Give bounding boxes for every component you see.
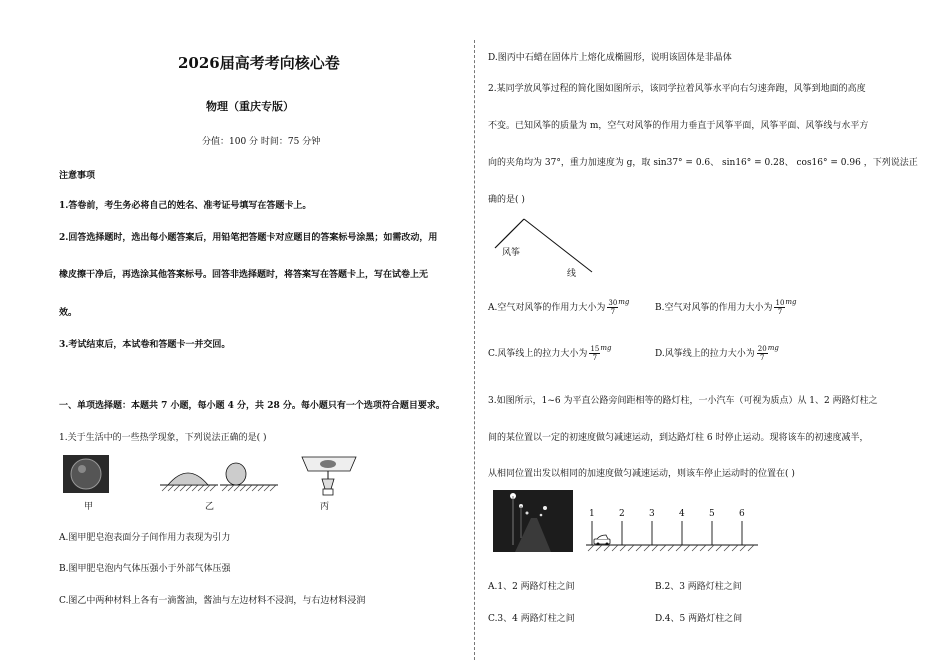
notice-heading: 注意事项 xyxy=(59,171,96,181)
score-time: 分值：100 分 时间：75 分钟 xyxy=(202,137,321,147)
post-label-6: 6 xyxy=(739,509,745,519)
fraction xyxy=(774,299,785,316)
separator: 、 xyxy=(784,158,794,168)
question-1-option-a[interactable]: A.图甲肥皂泡表面分子间作用力表现为引力 xyxy=(59,533,231,543)
option-text: D.风筝线上的拉力大小为 xyxy=(655,349,755,359)
sin16-formula: sin16° = 0.28 xyxy=(722,158,785,168)
column-divider xyxy=(474,40,475,660)
unit: mg xyxy=(618,298,630,306)
question-1-option-b[interactable]: B.图甲肥皂泡内气体压强小于外部气体压强 xyxy=(59,564,231,574)
question-3-line: 间的某位置以一定的初速度做匀减速运动，到达路灯柱 6 时停止运动。现将该车的初速度减半， xyxy=(488,433,869,443)
unit: mg xyxy=(767,344,779,352)
notice-item: 效。 xyxy=(59,308,78,318)
notice-item: 3.考试结束后，本试卷和答题卡一并交回。 xyxy=(59,340,231,350)
fraction-numerator: 20 xyxy=(757,345,767,353)
question-2-line xyxy=(488,155,918,168)
kite-plane xyxy=(495,219,524,248)
question-3-option-b[interactable]: B.2、3 两路灯柱之间 xyxy=(655,582,742,592)
question-1-option-c[interactable]: C.图乙中两种材料上各有一滴酱油，酱油与左边材料不浸润，与右边材料浸润 xyxy=(59,596,366,606)
cos16-formula: cos16° = 0.96 xyxy=(796,158,861,168)
question-3-option-a[interactable]: A.1、2 两路灯柱之间 xyxy=(488,582,575,592)
question-1-figures xyxy=(60,455,400,515)
kite-label: 风筝 xyxy=(502,248,521,258)
fraction-denominator: 7 xyxy=(777,308,783,316)
question-2-line: 不变。已知风筝的质量为 m，空气对风筝的作用力垂直于风筝平面，风筝平面、风筝线与水平方 xyxy=(488,121,869,131)
question-3-line: 3.如图所示，1~6 为平直公路旁间距相等的路灯柱，一小汽车（可视为质点）从 1、2 两路灯柱之 xyxy=(488,396,878,406)
car-icon xyxy=(594,535,610,546)
notice-item: 橡皮擦干净后，再选涂其他答案标号。回答非选择题时，将答案写在答题卡上，写在试卷上无 xyxy=(59,270,429,280)
separator: 、 xyxy=(710,158,720,168)
post-label-1: 1 xyxy=(589,509,595,519)
exam-title: 2026届高考考向核心卷 xyxy=(178,54,340,72)
string-label: 线 xyxy=(567,269,577,279)
sin37-formula: sin37° = 0.6 xyxy=(653,158,711,168)
question-2-line-text: ，下列说法正 xyxy=(863,158,918,168)
post-label-3: 3 xyxy=(649,509,655,519)
question-2-option-b[interactable] xyxy=(655,298,797,316)
fraction-numerator: 30 xyxy=(608,299,618,307)
option-text: A.空气对风筝的作用力大小为 xyxy=(488,303,606,313)
post-label-2: 2 xyxy=(619,509,625,519)
exam-subtitle: 物理（重庆专版） xyxy=(206,100,294,113)
fraction-numerator: 10 xyxy=(775,299,785,307)
fraction xyxy=(589,345,600,362)
fraction-denominator: 7 xyxy=(759,354,765,362)
question-2-line: 确的是( ) xyxy=(488,195,525,205)
notice-item: 1.答卷前，考生务必将自己的姓名、准考证号填写在答题卡上。 xyxy=(59,201,312,211)
question-1-option-d[interactable]: D.图丙中石蜡在固体片上熔化成椭圆形，说明该固体是非晶体 xyxy=(488,53,732,63)
question-2-option-d[interactable] xyxy=(655,344,779,362)
post-label-5: 5 xyxy=(709,509,715,519)
unit: mg xyxy=(785,298,797,306)
option-text: B.空气对风筝的作用力大小为 xyxy=(655,303,773,313)
fraction-denominator: 7 xyxy=(592,354,598,362)
question-2-option-c[interactable] xyxy=(488,344,611,362)
question-1-stem: 1.关于生活中的一些热学现象，下列说法正确的是( ) xyxy=(59,433,267,443)
droplet-materials-figure xyxy=(160,463,278,491)
unit: mg xyxy=(600,344,612,352)
section-heading: 一、单项选择题：本题共 7 小题，每小题 4 分，共 28 分。每小题只有一个选项符合题目要求。 xyxy=(59,401,445,411)
figure-label-yi: 乙 xyxy=(205,502,215,512)
figure-label-jia: 甲 xyxy=(84,502,94,512)
figure-label-bing: 丙 xyxy=(320,502,330,512)
fraction-numerator: 15 xyxy=(590,345,600,353)
question-2-option-a[interactable] xyxy=(488,298,629,316)
street-lights-photo xyxy=(493,490,573,552)
wax-melting-figure xyxy=(302,457,356,495)
post-label-4: 4 xyxy=(679,509,685,519)
question-3-option-d[interactable]: D.4、5 两路灯柱之间 xyxy=(655,614,743,624)
notice-item: 2.回答选择题时，选出每小题答案后，用铅笔把答题卡对应题目的答案标号涂黑；如需改动，用 xyxy=(59,233,438,243)
option-text: C.风筝线上的拉力大小为 xyxy=(488,349,588,359)
fraction xyxy=(757,345,768,362)
question-3-option-c[interactable]: C.3、4 两路灯柱之间 xyxy=(488,614,575,624)
question-3-line: 从相同位置出发以相同的加速度做匀减速运动，则该车停止运动时的位置在( ) xyxy=(488,469,795,479)
light-posts-diagram xyxy=(582,505,762,555)
fraction-denominator: 7 xyxy=(610,308,616,316)
kite-string xyxy=(524,219,592,272)
question-2-line-text: 向的夹角均为 37°，重力加速度为 g，取 xyxy=(488,158,651,168)
fraction xyxy=(607,299,618,316)
question-2-line: 2.某同学放风筝过程的简化图如图所示，该同学拉着风筝水平向右匀速奔跑，风筝到地面的高度 xyxy=(488,84,866,94)
